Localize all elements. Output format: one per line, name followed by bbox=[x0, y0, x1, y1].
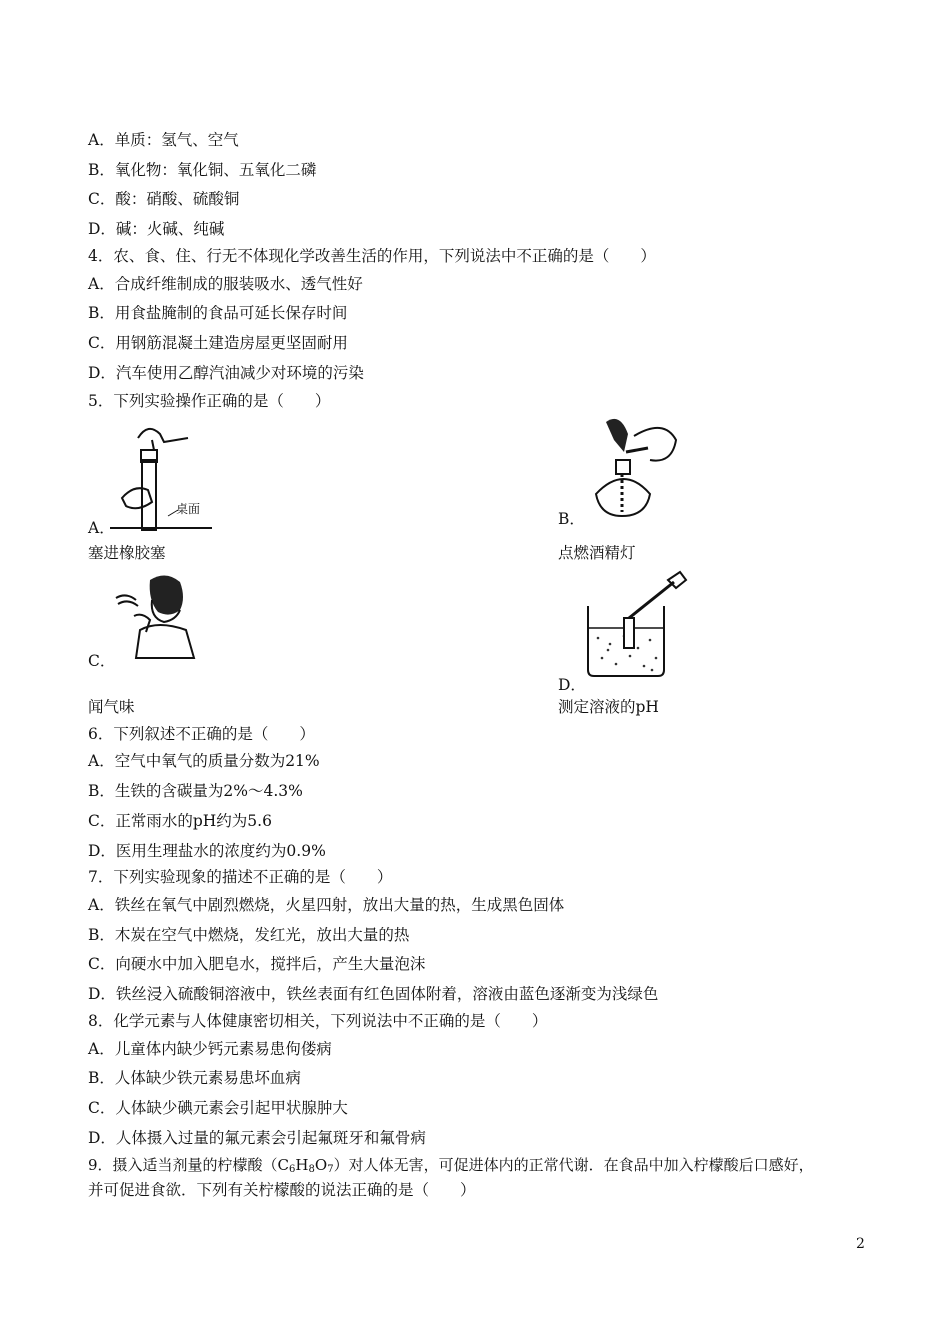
figure-d-letter: D． bbox=[558, 676, 586, 694]
q7-option-b: B．木炭在空气中燃烧，发红光，放出大量的热 bbox=[88, 926, 410, 944]
q9-stem-line-2: 并可促进食欲．下列有关柠檬酸的说法正确的是（ ） bbox=[88, 1181, 476, 1199]
q4-option-c: C．用钢筋混凝土建造房屋更坚固耐用 bbox=[88, 334, 348, 352]
q6-option-b: B．生铁的含碳量为2%～4.3% bbox=[88, 782, 303, 800]
citric-acid-formula: $C_6H_8O_7$ bbox=[277, 1156, 334, 1175]
q4-option-d: D．汽车使用乙醇汽油减少对环境的污染 bbox=[88, 364, 364, 382]
page-number: 2 bbox=[856, 1236, 865, 1252]
q8-option-a: A．儿童体内缺少钙元素易患佝偻病 bbox=[88, 1040, 332, 1058]
q4-option-a: A．合成纤维制成的服装吸水、透气性好 bbox=[88, 275, 363, 293]
q3-option-c: C．酸：硝酸、硫酸铜 bbox=[88, 190, 240, 208]
q5-stem: 5．下列实验操作正确的是（ ） bbox=[88, 392, 331, 410]
q7-stem: 7．下列实验现象的描述不正确的是（ ） bbox=[88, 868, 393, 886]
q3-option-a: A．单质：氢气、空气 bbox=[88, 131, 239, 149]
figure-d-caption: 测定溶液的pH bbox=[558, 698, 659, 716]
figure-c-caption: 闻气味 bbox=[88, 698, 135, 716]
figure-c-letter: C． bbox=[88, 652, 116, 670]
figure-b-alcohol-lamp-illustration bbox=[576, 412, 688, 522]
q6-option-c: C．正常雨水的pH约为5.6 bbox=[88, 812, 272, 830]
q6-option-d: D．医用生理盐水的浓度约为0.9% bbox=[88, 842, 326, 860]
q3-option-b: B．氧化物：氧化铜、五氧化二磷 bbox=[88, 161, 317, 179]
q3-option-d: D．碱：火碱、纯碱 bbox=[88, 220, 225, 238]
q8-option-b: B．人体缺少铁元素易患坏血病 bbox=[88, 1069, 301, 1087]
q8-option-d: D．人体摄入过量的氟元素会引起氟斑牙和氟骨病 bbox=[88, 1129, 426, 1147]
q6-option-a: A．空气中氧气的质量分数为21% bbox=[88, 752, 320, 770]
q7-option-d: D．铁丝浸入硫酸铜溶液中，铁丝表面有红色固体附着，溶液由蓝色逐渐变为浅绿色 bbox=[88, 985, 659, 1003]
q4-stem: 4．农、食、住、行无不体现化学改善生活的作用，下列说法中不正确的是（ ） bbox=[88, 247, 656, 265]
figure-b-caption: 点燃酒精灯 bbox=[558, 544, 636, 562]
q7-option-a: A．铁丝在氧气中剧烈燃烧，火星四射，放出大量的热，生成黑色固体 bbox=[88, 896, 565, 914]
figure-c-smelling-illustration bbox=[110, 570, 202, 662]
figure-b-letter: B． bbox=[558, 510, 585, 528]
q6-stem: 6．下列叙述不正确的是（ ） bbox=[88, 725, 315, 743]
q8-option-c: C．人体缺少碘元素会引起甲状腺肿大 bbox=[88, 1099, 348, 1117]
figure-a-desk-label: 桌面 bbox=[176, 502, 201, 516]
figure-a-caption: 塞进橡胶塞 bbox=[88, 544, 166, 562]
q8-stem: 8．化学元素与人体健康密切相关，下列说法中不正确的是（ ） bbox=[88, 1012, 548, 1030]
q7-option-c: C．向硬水中加入肥皂水，搅拌后，产生大量泡沫 bbox=[88, 955, 426, 973]
q9-stem-line-1: 9．摄入适当剂量的柠檬酸$(C_6H_8O_7)$对人体无害，可促进体内的正常代谢．在食品中加入柠檬酸后口感好， bbox=[88, 1156, 814, 1175]
figure-a-letter: A． bbox=[88, 519, 115, 537]
figure-d-ph-test-illustration bbox=[580, 570, 692, 678]
q4-option-b: B．用食盐腌制的食品可延长保存时间 bbox=[88, 304, 348, 322]
figure-a-stopper-illustration bbox=[108, 420, 218, 532]
